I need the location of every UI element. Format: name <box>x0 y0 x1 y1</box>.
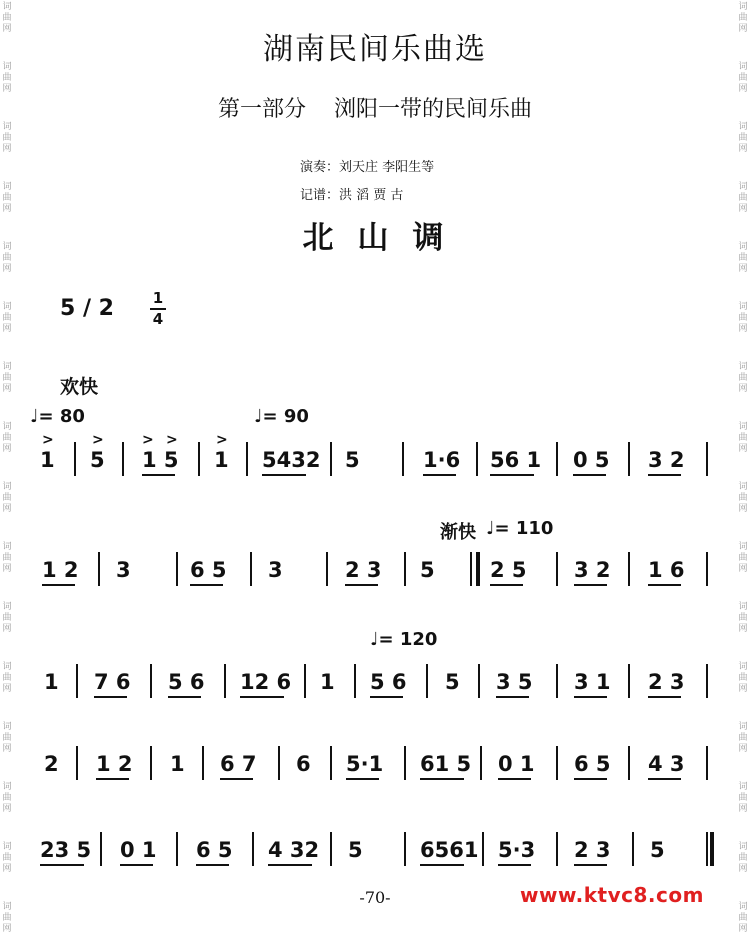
accent-mark: > <box>216 432 228 448</box>
barline <box>426 664 428 698</box>
watermark-char-column: 词 曲 网 <box>738 182 748 214</box>
beam-underline <box>490 474 534 476</box>
watermark-char-column: 词 曲 网 <box>738 62 748 94</box>
repeat-end-barline <box>710 832 714 866</box>
notation-cell: 56 1 <box>490 448 542 472</box>
barline <box>556 664 558 698</box>
accent-mark: > <box>92 432 104 448</box>
watermark-char-column: 词 曲 网 <box>738 782 748 814</box>
notation-cell: 1 <box>170 752 185 776</box>
barline <box>402 442 404 476</box>
watermark-char-column: 词 曲 网 <box>738 242 748 274</box>
watermark-char-column: 词 曲 网 <box>738 482 748 514</box>
notation-cell: 0 1 <box>498 752 535 776</box>
watermark-char-column: 词 曲 网 <box>738 662 748 694</box>
notation-credit: 记谱：洪 滔 贾 古 <box>300 188 404 203</box>
barline <box>304 664 306 698</box>
notation-cell: 2 3 <box>574 838 611 862</box>
barline <box>278 746 280 780</box>
beam-underline <box>142 474 175 476</box>
notation-cell: 1 <box>40 448 55 472</box>
watermark-char-column: 词 曲 网 <box>2 122 12 154</box>
book-title: 湖南民间乐曲选 <box>263 32 487 67</box>
barline <box>556 552 558 586</box>
beam-underline <box>96 778 129 780</box>
watermark-char-column: 词 曲 网 <box>738 842 748 874</box>
accent-mark: > <box>42 432 54 448</box>
expression-marking: 欢快 <box>60 376 99 398</box>
watermark-char-column: 词 曲 网 <box>2 62 12 94</box>
barline <box>354 664 356 698</box>
watermark-char-column: 词 曲 网 <box>738 2 748 34</box>
barline <box>470 552 472 586</box>
notation-cell: 1 <box>44 670 59 694</box>
performers-credit: 演奏：刘天庄 李阳生等 <box>300 160 435 175</box>
barline <box>476 442 478 476</box>
barline <box>330 832 332 866</box>
notation-cell: 1 6 <box>648 558 685 582</box>
beam-underline <box>420 778 464 780</box>
barline <box>404 746 406 780</box>
barline <box>478 664 480 698</box>
beam-underline <box>196 864 229 866</box>
notation-cell: 3 2 <box>648 448 685 472</box>
notation-cell: 1 2 <box>42 558 79 582</box>
notation-cell: 5 <box>348 838 363 862</box>
barline <box>224 664 226 698</box>
beam-underline <box>94 696 127 698</box>
barline <box>122 442 124 476</box>
watermark-char-column: 词 曲 网 <box>2 662 12 694</box>
notation-cell: 5432 <box>262 448 321 472</box>
notation-cell: 5·3 <box>498 838 536 862</box>
barline <box>556 832 558 866</box>
notation-cell: 3 <box>116 558 131 582</box>
accent-mark: > <box>142 432 154 448</box>
barline <box>330 442 332 476</box>
barline <box>482 832 484 866</box>
notation-cell: 1 5 <box>142 448 179 472</box>
barline <box>74 442 76 476</box>
notation-cell: 6 5 <box>190 558 227 582</box>
watermark-char-column: 词 曲 网 <box>2 422 12 454</box>
barline <box>98 552 100 586</box>
page-number: -70- <box>359 888 391 907</box>
watermark-char-column: 词 曲 网 <box>738 722 748 754</box>
beam-underline <box>423 474 456 476</box>
watermark-char-column: 词 曲 网 <box>738 302 748 334</box>
beam-underline <box>498 778 531 780</box>
tempo-marking-90: ♩= 90 <box>254 406 309 427</box>
notation-cell: 5 6 <box>370 670 407 694</box>
notation-cell: 2 3 <box>648 670 685 694</box>
barline <box>326 552 328 586</box>
notation-cell: 7 6 <box>94 670 131 694</box>
beam-underline <box>648 696 681 698</box>
barline <box>100 832 102 866</box>
barline <box>150 664 152 698</box>
notation-cell: 3 5 <box>496 670 533 694</box>
notation-cell: 5 <box>420 558 435 582</box>
beam-underline <box>648 584 681 586</box>
repeat-start-barline <box>476 552 480 586</box>
notation-cell: 3 2 <box>574 558 611 582</box>
beam-underline <box>574 696 607 698</box>
notation-cell: 12 6 <box>240 670 292 694</box>
beam-underline <box>346 778 379 780</box>
beam-underline <box>345 584 378 586</box>
beam-underline <box>190 584 223 586</box>
notation-cell: 6 5 <box>574 752 611 776</box>
watermark-char-column: 词 曲 网 <box>2 242 12 274</box>
notation-cell: 6 7 <box>220 752 257 776</box>
barline <box>246 442 248 476</box>
beam-underline <box>574 584 607 586</box>
notation-cell: 6 5 <box>196 838 233 862</box>
barline <box>76 664 78 698</box>
barline <box>706 664 708 698</box>
beam-underline <box>370 696 403 698</box>
beam-underline <box>420 864 464 866</box>
watermark-char-column: 词 曲 网 <box>2 902 12 934</box>
watermark-char-column: 词 曲 网 <box>2 2 12 34</box>
notation-cell: 4 3 <box>648 752 685 776</box>
notation-cell: 0 1 <box>120 838 157 862</box>
barline <box>76 746 78 780</box>
notation-cell: 5 <box>345 448 360 472</box>
barline <box>250 552 252 586</box>
notation-cell: 2 <box>44 752 59 776</box>
time-numerator: 1 <box>152 289 164 307</box>
barline <box>252 832 254 866</box>
beam-underline <box>40 864 84 866</box>
barline <box>404 832 406 866</box>
barline <box>706 746 708 780</box>
barline <box>404 552 406 586</box>
beam-underline <box>496 696 529 698</box>
beam-underline <box>42 584 75 586</box>
notation-cell: 23 5 <box>40 838 92 862</box>
barline <box>176 552 178 586</box>
tempo-marking-120: ♩= 120 <box>370 629 438 650</box>
tempo-marking-110: ♩= 110 <box>486 518 554 539</box>
barline <box>706 442 708 476</box>
notation-cell: 6 <box>296 752 311 776</box>
watermark-char-column: 词 曲 网 <box>2 542 12 574</box>
notation-cell: 2 5 <box>490 558 527 582</box>
watermark-char-column: 词 曲 网 <box>2 302 12 334</box>
notation-cell: 5·1 <box>346 752 384 776</box>
beam-underline <box>573 474 606 476</box>
notation-cell: 5 <box>650 838 665 862</box>
beam-underline <box>574 864 607 866</box>
barline <box>628 664 630 698</box>
beam-underline <box>262 474 306 476</box>
time-denominator: 4 <box>152 310 164 328</box>
watermark-char-column: 词 曲 网 <box>2 482 12 514</box>
watermark-char-column: 词 曲 网 <box>738 602 748 634</box>
barline <box>556 746 558 780</box>
section-title: 第一部分 浏阳一带的民间乐曲 <box>218 97 532 122</box>
tempo-marking-80: ♩= 80 <box>30 406 85 427</box>
notation-cell: 3 1 <box>574 670 611 694</box>
barline <box>202 746 204 780</box>
watermark-char-column: 词 曲 网 <box>738 422 748 454</box>
barline <box>198 442 200 476</box>
beam-underline <box>490 584 523 586</box>
beam-underline <box>648 778 681 780</box>
watermark-char-column: 词 曲 网 <box>2 362 12 394</box>
tempo-accel-label: 渐快 <box>440 522 476 543</box>
piece-title: 北山调 <box>302 220 468 256</box>
beam-underline <box>268 864 312 866</box>
notation-cell: 1·6 <box>423 448 461 472</box>
watermark-char-column: 词 曲 网 <box>2 842 12 874</box>
barline <box>706 832 708 866</box>
watermark-char-column: 词 曲 网 <box>2 782 12 814</box>
barline <box>628 442 630 476</box>
website-watermark: www.ktvc8.com <box>520 883 704 907</box>
notation-cell: 0 5 <box>573 448 610 472</box>
watermark-char-column: 词 曲 网 <box>2 182 12 214</box>
barline <box>628 552 630 586</box>
beam-underline <box>240 696 284 698</box>
watermark-char-column: 词 曲 网 <box>2 602 12 634</box>
barline <box>330 746 332 780</box>
barline <box>632 832 634 866</box>
notation-cell: 5 6 <box>168 670 205 694</box>
beam-underline <box>574 778 607 780</box>
beam-underline <box>498 864 531 866</box>
watermark-char-column: 词 曲 网 <box>2 722 12 754</box>
beam-underline <box>220 778 253 780</box>
barline <box>706 552 708 586</box>
beam-underline <box>648 474 681 476</box>
watermark-char-column: 词 曲 网 <box>738 902 748 934</box>
watermark-char-column: 词 曲 网 <box>738 122 748 154</box>
beam-underline <box>168 696 201 698</box>
watermark-char-column: 词 曲 网 <box>738 362 748 394</box>
meter-marking: 5 / 2 <box>60 296 114 321</box>
accent-mark: > <box>166 432 178 448</box>
notation-cell: 1 <box>214 448 229 472</box>
notation-cell: 2 3 <box>345 558 382 582</box>
barline <box>480 746 482 780</box>
barline <box>556 442 558 476</box>
watermark-char-column: 词 曲 网 <box>738 542 748 574</box>
notation-cell: 6561 <box>420 838 479 862</box>
notation-cell: 4 32 <box>268 838 320 862</box>
notation-cell: 1 2 <box>96 752 133 776</box>
notation-cell: 5 <box>445 670 460 694</box>
notation-cell: 5 <box>90 448 105 472</box>
barline <box>150 746 152 780</box>
barline <box>628 746 630 780</box>
beam-underline <box>120 864 153 866</box>
barline <box>176 832 178 866</box>
notation-cell: 1 <box>320 670 335 694</box>
notation-cell: 61 5 <box>420 752 472 776</box>
notation-cell: 3 <box>268 558 283 582</box>
